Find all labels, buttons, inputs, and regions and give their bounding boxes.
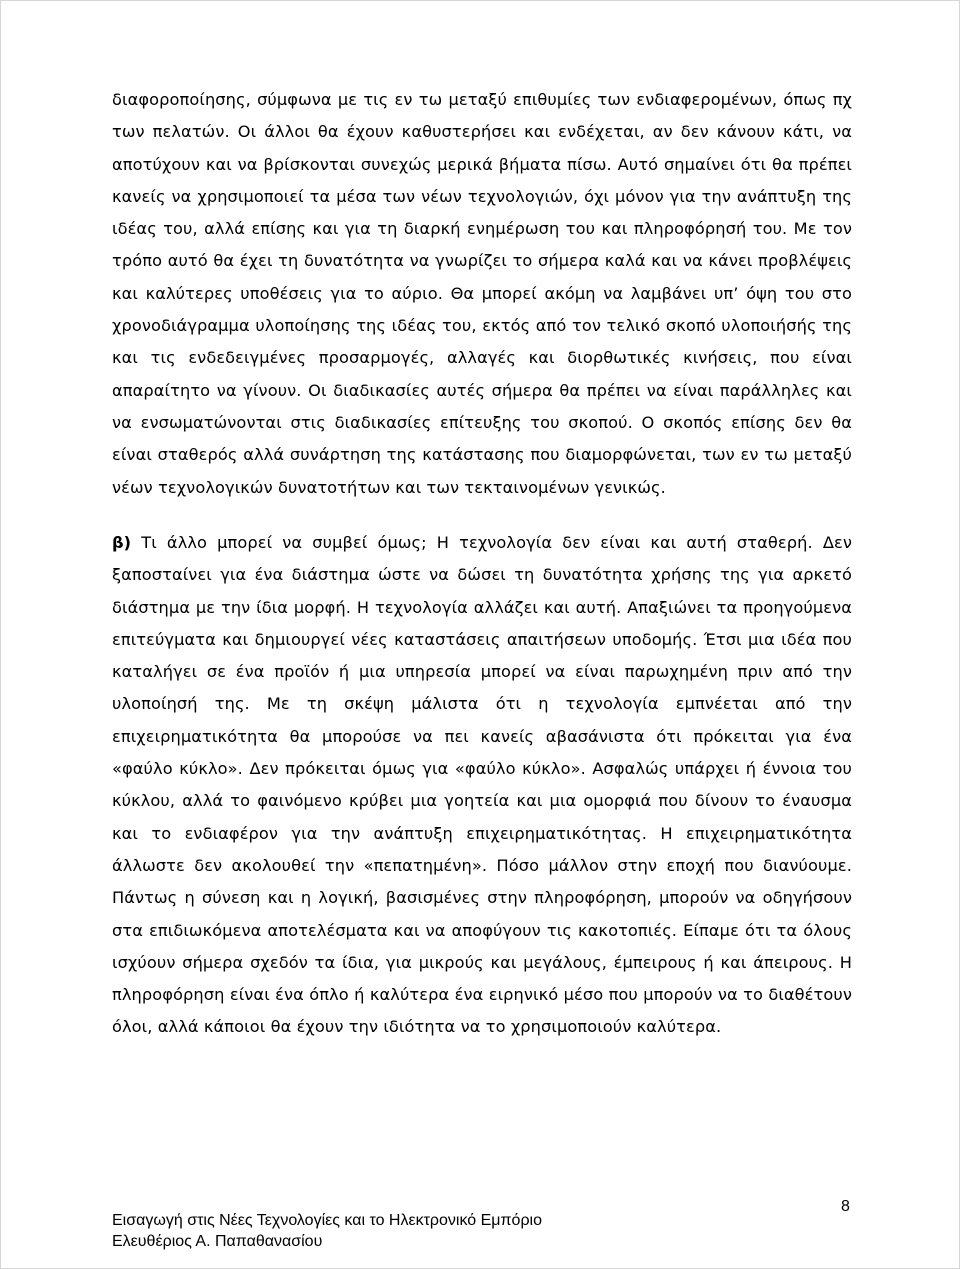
footer-book-title: Εισαγωγή στις Νέες Τεχνολογίες και το Ηλεκτρονικό Εμπόριο [112,1212,543,1229]
body-paragraph-2 [112,527,852,1044]
section-marker: β) [112,533,132,552]
paragraph-2-text: Τι άλλο μπορεί να συμβεί όμως; Η τεχνολογία δεν είναι και αυτή σταθερή. Δεν ξαποσταίνει για ένα διάστημα ώστε να δώσει τη δυνατότητα χρήσης της για αρκετό διάστημα με την ίδια μορφή. Η τεχνολογία αλλάζει και αυτή. Απαξιώνει τα προηγούμενα επιτεύγματα και δημιουργεί νέες καταστάσεις απαιτήσεων υποδομής. Έτσι μια ιδέα που καταλήγει σε ένα προϊόν ή μια υπηρεσία μπορεί να είναι παρωχημένη πριν από την υλοποίησή της. Με τη σκέψη μάλιστα ότι η τεχνολογία εμπνέεται από την επιχειρηματικότητα θα μπορούσε να πει κανείς αβασάνιστα ότι πρόκειται για ένα «φαύλο κύκλο». Δεν πρόκειται όμως για «φαύλο κύκλο». Ασφαλώς υπάρχει ή έννοια του κύκλου, αλλά το φαινόμενο κρύβει μια γοητεία και μια ομορφιά που δίνουν το έναυσμα και το ενδιαφέρον για την ανάπτυξη επιχειρηματικότητας. Η επιχειρηματικότητα άλλωστε δεν ακολουθεί την «πεπατημένη». Πόσο μάλλον στην εποχή που διανύουμε. Πάντως η σύνεση και η λογική, βασισμένες στην πληροφόρηση, μπορούν να οδηγήσουν στα επιδιωκόμενα αποτελέσματα και να αποφύγουν τις κακοτοπιές. Είπαμε ότι τα όλους ισχύουν σήμερα σχεδόν τα ίδια, για μικρούς και μεγάλους, έμπειρους ή και άπειρους. Η πληροφόρηση είναι ένα όπλο ή καλύτερα ένα ειρηνικό μέσο που μπορούν να το διαθέτουν όλοι, αλλά κάποιοι θα έχουν την ιδιότητα να το χρησιμοποιούν καλύτερα. [112,533,852,1037]
paragraph-1-text: διαφοροποίησης, σύμφωνα με τις εν τω μεταξύ επιθυμίες των ενδιαφερομένων, όπως πχ των πελατών. Οι άλλοι θα έχουν καθυστερήσει και ενδέχεται, αν δεν κάνουν κάτι, να αποτύχουν και να βρίσκονται συνεχώς μερικά βήματα πίσω. Αυτό σημαίνει ότι θα πρέπει κανείς να χρησιμοποιεί τα μέσα των νέων τεχνολογιών, όχι μόνον για την ανάπτυξη της ιδέας του, αλλά επίσης και για τη διαρκή ενημέρωση του και πληροφόρησή του. Με τον τρόπο αυτό θα έχει τη δυνατότητα να γνωρίζει το σήμερα καλά και να κάνει προβλέψεις και καλύτερες υποθέσεις για το αύριο. Θα μπορεί ακόμη να λαμβάνει υπ’ όψη του στο χρονοδιάγραμμα υλοποίησης της ιδέας του, εκτός από τον τελικό σκοπό υλοποιήσής της και τις ενδεδειγμένες προσαρμογές, αλλαγές και διορθωτικές κινήσεις, που είναι απαραίτητο να γίνουν. Οι διαδικασίες αυτές σήμερα θα πρέπει να είναι παράλληλες και να ενσωματώνονται στις διαδικασίες επίτευξης του σκοπού. Ο σκοπός επίσης δεν θα είναι σταθερός αλλά συνάρτηση της κατάστασης που διαμορφώνεται, των εν τω μεταξύ νέων τεχνολογικών δυνατοτήτων και των τεκταινομένων γενικώς. [112,90,852,497]
footer-author: Ελευθέριος Α. Παπαθανασίου [112,1233,323,1250]
body-paragraph-1 [112,84,852,504]
page-number: 8 [841,1198,850,1215]
page-footer [112,1210,542,1252]
